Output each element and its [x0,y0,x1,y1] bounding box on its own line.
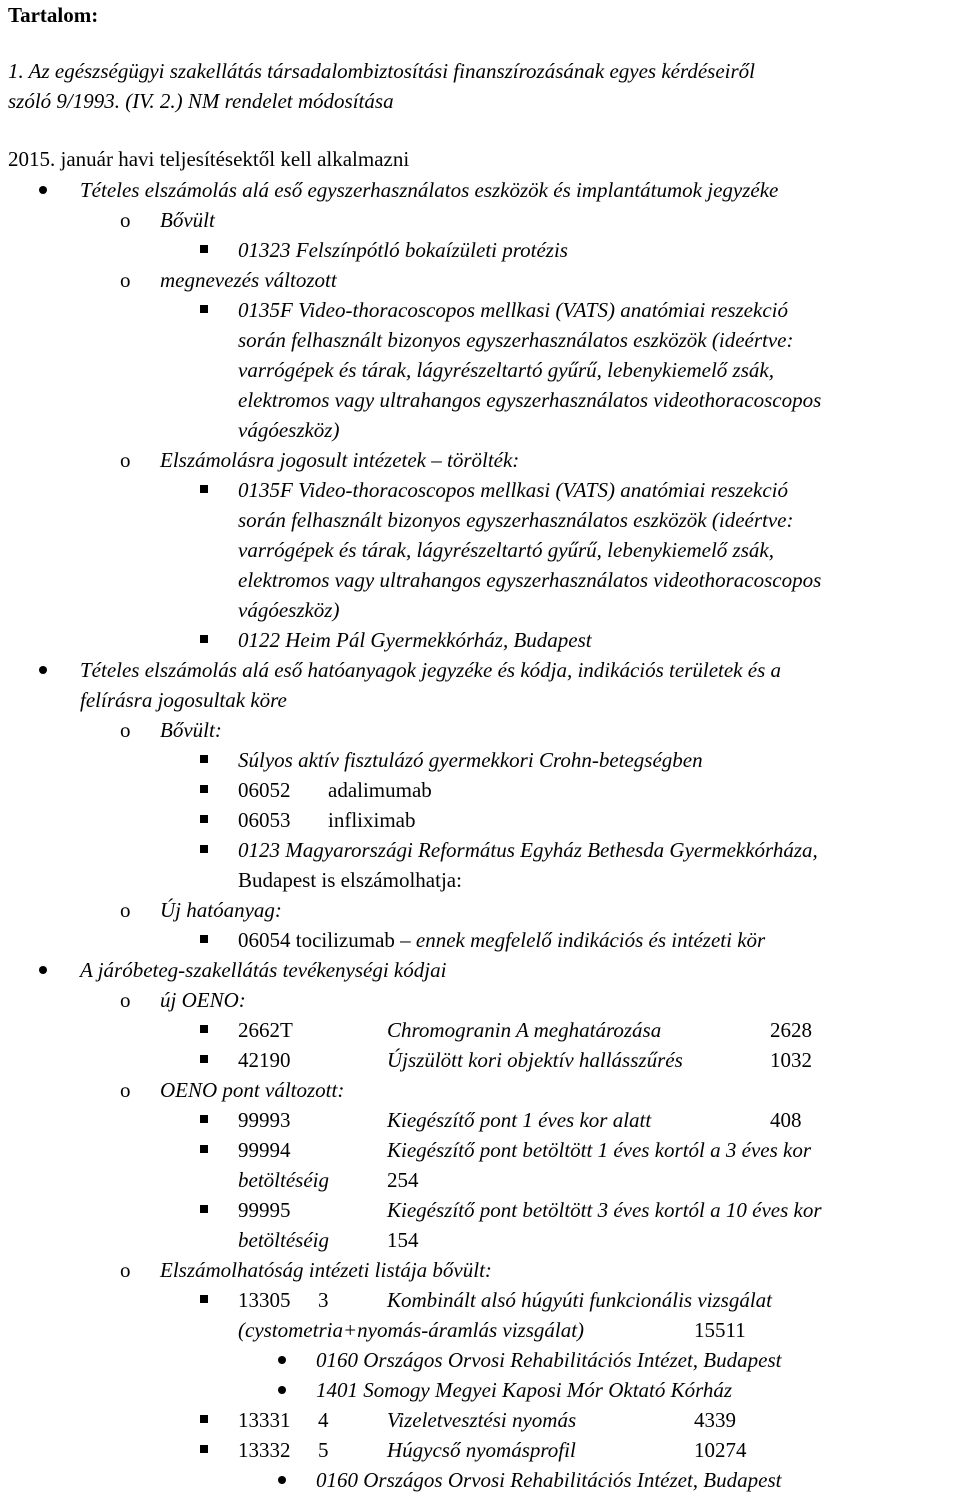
bullet-o: o [120,1078,131,1102]
oeno-name: Kiegészítő pont 1 éves kor alatt [387,1108,652,1132]
heading-line-2: szóló 9/1993. (IV. 2.) NM rendelet módosítása [8,89,394,113]
sec2-title-1: Tételes elszámolás alá eső hatóanyagok jegyzéke és kódja, indikációs területek és a [80,658,781,682]
oeno-points: 154 [387,1228,419,1252]
proc-points: 15511 [694,1318,746,1342]
bullet-o: o [120,448,131,472]
tocilizumab-line [238,927,765,953]
bullet-square [200,485,208,493]
vats2-line-5: vágóeszköz) [238,598,340,622]
bullet-o: o [120,1258,131,1282]
bullet-square [200,305,208,313]
sec3-elszamolhatosag: Elszámolhatóság intézeti listája bővült: [160,1258,492,1282]
oeno-points: 2628 [770,1018,812,1042]
institution-1401: 1401 Somogy Megyei Kaposi Mór Oktató Kórház [316,1378,733,1402]
bullet-o: o [120,718,131,742]
oeno-points: 1032 [770,1048,812,1072]
infliximab-name: infliximab [328,808,416,832]
sec3-title: A járóbeteg-szakellátás tevékenységi kódjai [80,958,447,982]
institution-0160: 0160 Országos Orvosi Rehabilitációs Intézet, Budapest [316,1348,782,1372]
bullet-square [200,1025,208,1033]
oeno-code: 2662T [238,1018,293,1042]
vats2-line-4: elektromos vagy ultrahangos egyszerhasználatos videothoracoscopos [238,568,822,592]
oeno-code: 99993 [238,1108,291,1132]
sec3-uj-oeno: új OENO: [160,988,246,1012]
bullet-square [200,245,208,253]
bullet-dot [39,186,47,194]
sec1-item-01323: 01323 Felszínpótló bokaízületi protézis [238,238,568,262]
bullet-dot [39,666,47,674]
bullet-square [200,755,208,763]
bullet-o: o [120,268,131,292]
bullet-dot [278,1386,286,1394]
bullet-o: o [120,988,131,1012]
proc-number: 4 [318,1408,329,1432]
vats2-line-2: során felhasznált bizonyos egyszerhasználatos eszközök (ideértve: [238,508,794,532]
vats2-line-3: varrógépek és tárak, lágyrészeltartó gyűrű, lebenykiemelő zsák, [238,538,774,562]
sec2-uj: Új hatóanyag: [160,898,282,922]
bullet-square [200,1415,208,1423]
bullet-square [200,815,208,823]
sec2-title-2: felírásra jogosultak köre [80,688,287,712]
heading-line-1: 1. Az egészségügyi szakellátás társadalombiztosítási finanszírozásának egyes kérdéseiről [8,59,756,83]
oeno-points: 408 [770,1108,802,1132]
oeno-points: 254 [387,1168,419,1192]
bullet-square [200,1055,208,1063]
adalimumab-name: adalimumab [328,778,432,802]
tocilizumab: 06054 tocilizumab [238,928,395,952]
bullet-square [200,1145,208,1153]
proc-name: Kombinált alsó húgyúti funkcionális vizsgálat [387,1288,772,1312]
bullet-square [200,1295,208,1303]
vats-line-3: varrógépek és tárak, lágyrészeltartó gyűrű, lebenykiemelő zsák, [238,358,774,382]
oeno-name: Chromogranin A meghatározása [387,1018,662,1042]
oeno-code: 99994 [238,1138,291,1162]
sec1-jogosult: Elszámolásra jogosult intézetek – törölték: [160,448,520,472]
oeno-name: Kiegészítő pont betöltött 3 éves kortól a 10 éves kor [387,1198,822,1222]
sec1-title: Tételes elszámolás alá eső egyszerhasználatos eszközök és implantátumok jegyzéke [80,178,779,202]
vats-line-2: során felhasznált bizonyos egyszerhasználatos eszközök (ideértve: [238,328,794,352]
bullet-dot [278,1476,286,1484]
bullet-dot [39,966,47,974]
bullet-square [200,1445,208,1453]
proc-name: Vizeletvesztési nyomás [387,1408,577,1432]
sec1-megnevezes: megnevezés változott [160,268,337,292]
sec3-oeno-valtozott: OENO pont változott: [160,1078,345,1102]
bethesda-line-2: Budapest is elszámolhatja: [238,868,462,892]
bullet-square [200,785,208,793]
vats2-line-1: 0135F Video-thoracoscopos mellkasi (VATS) anatómiai reszekció [238,478,788,502]
date-line: 2015. január havi teljesítésektől kell alkalmazni [8,147,410,171]
page-title: Tartalom: [8,3,99,27]
oeno-name: Kiegészítő pont betöltött 1 éves kortól a 3 éves kor [387,1138,811,1162]
oeno-name: Újszülött kori objektív hallásszűrés [387,1048,683,1072]
adalimumab-code: 06052 [238,778,291,802]
sec1-heim: 0122 Heim Pál Gyermekkórház, Budapest [238,628,592,652]
proc-points: 10274 [694,1438,747,1462]
bullet-o: o [120,898,131,922]
bullet-square [200,635,208,643]
bullet-square [200,935,208,943]
bullet-dot [278,1356,286,1364]
bullet-square [200,845,208,853]
proc-name-cont: (cystometria+nyomás-áramlás vizsgálat) [238,1318,585,1342]
proc-number: 3 [318,1288,329,1312]
bullet-square [200,1115,208,1123]
vats-line-5: vágóeszköz) [238,418,340,442]
bullet-square [200,1205,208,1213]
oeno-code: 99995 [238,1198,291,1222]
proc-code: 13331 [238,1408,291,1432]
proc-code: 13332 [238,1438,291,1462]
tocilizumab-note: – ennek megfelelő indikációs és intézeti kör [394,928,766,952]
proc-name: Húgycső nyomásprofil [387,1438,576,1462]
institution-0160: 0160 Országos Orvosi Rehabilitációs Intézet, Budapest [316,1468,782,1492]
vats-line-4: elektromos vagy ultrahangos egyszerhasználatos videothoracoscopos [238,388,822,412]
bullet-o: o [120,208,131,232]
infliximab-code: 06053 [238,808,291,832]
sec2-crohn: Súlyos aktív fisztulázó gyermekkori Crohn-betegségben [238,748,703,772]
proc-code: 13305 [238,1288,291,1312]
bethesda-line-1: 0123 Magyarországi Református Egyház Bethesda Gyermekkórháza, [238,838,818,862]
oeno-name-cont: betöltéséig [238,1228,329,1252]
oeno-name-cont: betöltéséig [238,1168,329,1192]
sec1-bovult: Bővült [160,208,215,232]
vats-line-1: 0135F Video-thoracoscopos mellkasi (VATS) anatómiai reszekció [238,298,788,322]
sec2-bovult: Bővült: [160,718,222,742]
proc-points: 4339 [694,1408,736,1432]
oeno-code: 42190 [238,1048,291,1072]
proc-number: 5 [318,1438,329,1462]
